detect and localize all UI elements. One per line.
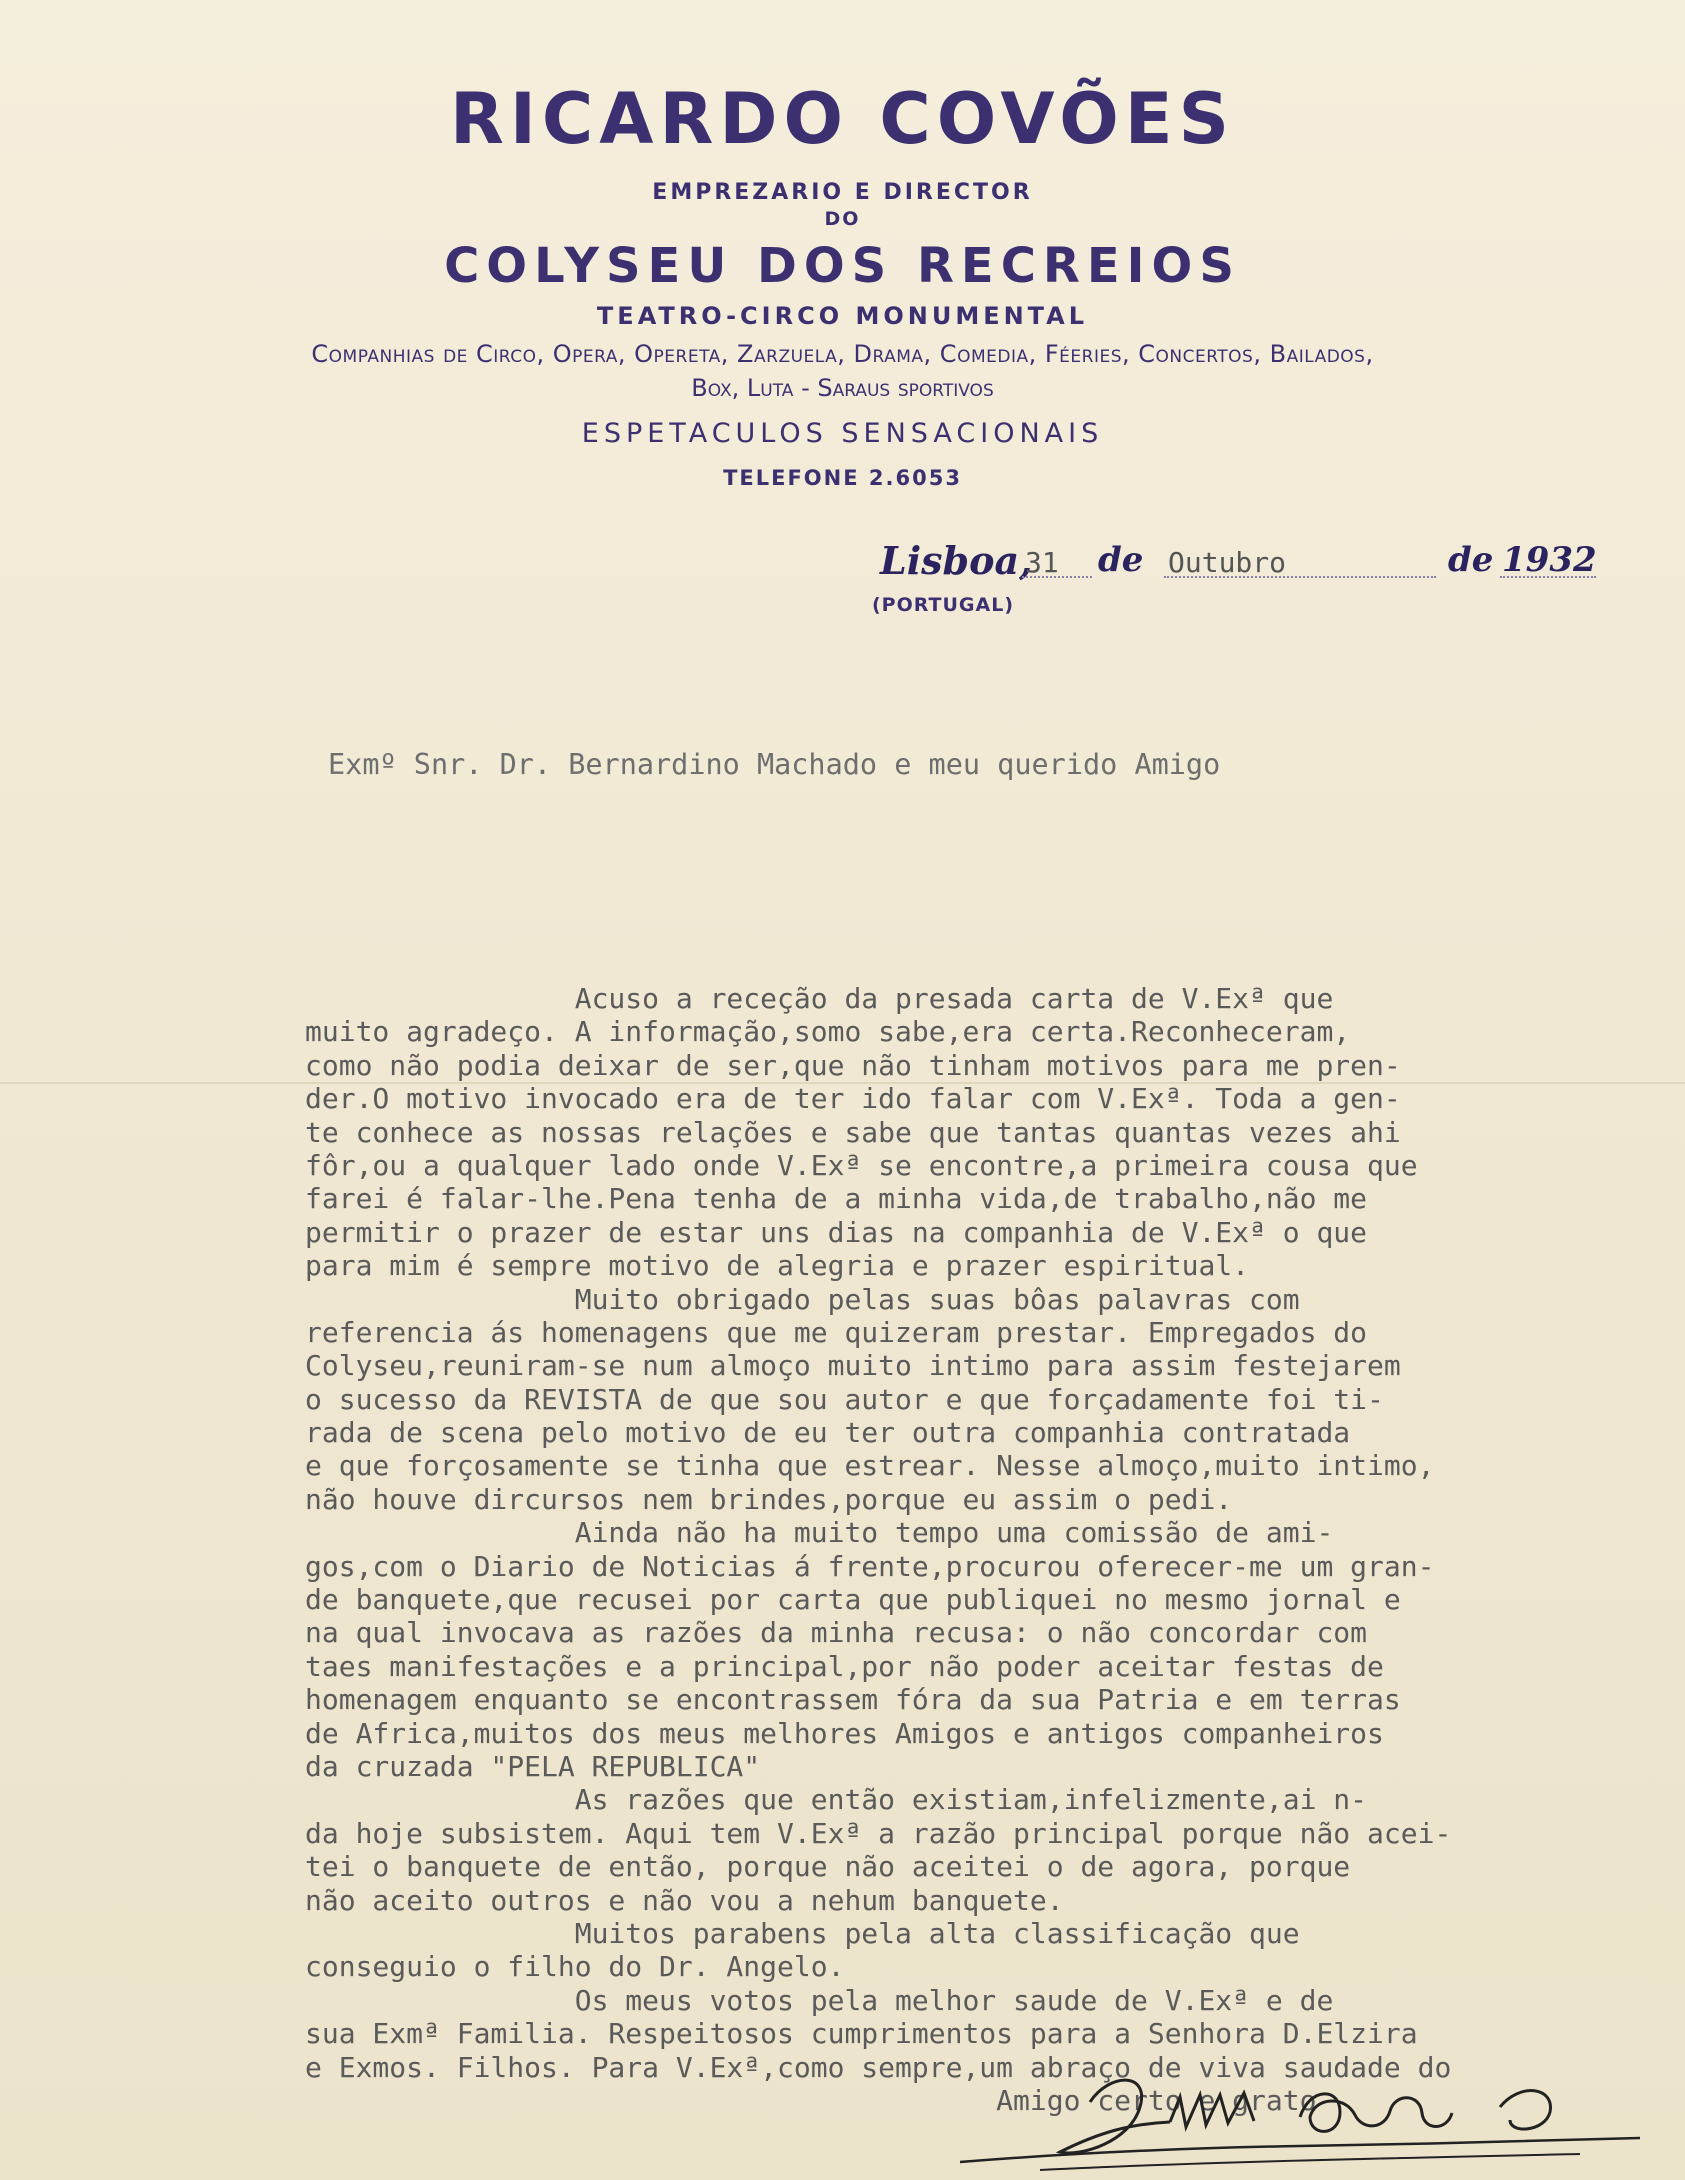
body-line: muito agradeço. A informação,somo sabe,era certa.Reconheceram, <box>305 1015 1351 1049</box>
body-line: homenagem enquanto se encontrassem fóra da sua Patria e em terras <box>305 1683 1401 1717</box>
body-line: referencia ás homenagens que me quizeram prestar. Empregados do <box>305 1315 1368 1349</box>
letterhead-role-do: DO <box>824 208 861 230</box>
dateline-de: de <box>1098 540 1144 580</box>
signature-image <box>940 2062 1660 2180</box>
body-line: Muito obrigado pelas suas bôas palavras com <box>305 1282 1300 1316</box>
dateline <box>880 538 1600 588</box>
dateline-year: 1932 <box>1502 540 1597 580</box>
letterhead-companies-line2: Box, Luta - Saraus sportivos <box>691 374 994 402</box>
letterhead-subtitle: TEATRO-CIRCO MONUMENTAL <box>596 302 1089 330</box>
body-line: da cruzada "PELA REPUBLICA" <box>305 1749 761 1783</box>
letterhead-venue: COLYSEU DOS RECREIOS <box>444 238 1241 294</box>
dateline-country: (PORTUGAL) <box>872 594 1015 616</box>
body-line: gos,com o Diario de Noticias á frente,procurou oferecer-me um gran- <box>305 1549 1435 1583</box>
body-line: da hoje subsistem. Aqui tem V.Exª a razão principal porque não acei- <box>305 1816 1452 1850</box>
body-line: sua Exmª Familia. Respeitosos cumprimentos para a Senhora D.Elzira <box>305 2017 1418 2051</box>
body-line: te conhece as nossas relações e sabe que tantas quantas vezes ahi <box>305 1115 1401 1149</box>
body-line: de banquete,que recusei por carta que publiquei no mesmo jornal e <box>305 1583 1401 1617</box>
body-line: Colyseu,reuniram-se num almoço muito intimo para assim festejarem <box>305 1349 1401 1383</box>
body-line: Os meus votos pela melhor saude de V.Exª e de <box>305 1983 1334 2017</box>
letterhead-companies: Companhias de Circo, Opera, Opereta, Zarzuela, Drama, Comedia, Féeries, Concertos, Bailados, <box>311 340 1374 368</box>
dateline-month: Outubro <box>1168 546 1287 579</box>
body-line: taes manifestações e a principal,por não poder aceitar festas de <box>305 1649 1384 1683</box>
body-line: o sucesso da REVISTA de que sou autor e que forçadamente foi ti- <box>305 1382 1384 1416</box>
body-line: farei é falar-lhe.Pena tenha de a minha vida,de trabalho,não me <box>305 1182 1368 1216</box>
body-line: não houve dircursos nem brindes,porque eu assim o pedi. <box>305 1482 1233 1516</box>
body-line: der.O motivo invocado era de ter ido falar com V.Exª. Toda a gen- <box>305 1082 1401 1116</box>
body-line: Ainda não ha muito tempo uma comissão de ami- <box>305 1516 1334 1550</box>
body-line: como não podia deixar de ser,que não tinham motivos para me pren- <box>305 1048 1401 1082</box>
body-line: e que forçosamente se tinha que estrear. Nesse almoço,muito intimo, <box>305 1449 1435 1483</box>
letterhead-role: EMPREZARIO E DIRECTOR <box>652 180 1033 205</box>
body-line: permitir o prazer de estar uns dias na companhia de V.Exª o que <box>305 1215 1368 1249</box>
body-line: não aceito outros e não vou a nehum banquete. <box>305 1883 1064 1917</box>
body-line: Acuso a receção da presada carta de V.Exª que <box>305 982 1334 1015</box>
body-line: para mim é sempre motivo de alegria e prazer espiritual. <box>305 1249 1250 1283</box>
body-line: de Africa,muitos dos meus melhores Amigos e antigos companheiros <box>305 1716 1384 1750</box>
body-line: e Exmos. Filhos. Para V.Exª,como sempre,um abraço de viva saudade do <box>305 2050 1452 2084</box>
letterhead-tagline: ESPETACULOS SENSACIONAIS <box>581 418 1104 449</box>
body-line: As razões que então existiam,infelizmente,ai n- <box>305 1783 1368 1817</box>
body-line: tei o banquete de então, porque não aceitei o de agora, porque <box>305 1850 1351 1884</box>
salutation: Exmº Snr. Dr. Bernardino Machado e meu querido Amigo <box>328 748 1221 781</box>
dateline-city: Lisboa, <box>880 538 1033 583</box>
letterhead-telephone: TELEFONE 2.6053 <box>723 466 962 490</box>
body-line: conseguio o filho do Dr. Angelo. <box>305 1950 845 1984</box>
dateline-de: de <box>1448 540 1494 580</box>
body-line: Amigo certo e grato <box>305 2083 1317 2117</box>
body-line: rada de scena pelo motivo de eu ter outra companhia contratada <box>305 1416 1351 1450</box>
body-line: Muitos parabens pela alta classificação que <box>305 1916 1300 1950</box>
dateline-day: 31 <box>1025 546 1059 579</box>
body-line: fôr,ou a qualquer lado onde V.Exª se encontre,a primeira cousa que <box>305 1148 1418 1182</box>
letterhead-name: RICARDO COVÕES <box>449 78 1236 160</box>
body-line: na qual invocava as razões da minha recusa: o não concordar com <box>305 1616 1368 1650</box>
letter-body <box>305 982 1451 2117</box>
